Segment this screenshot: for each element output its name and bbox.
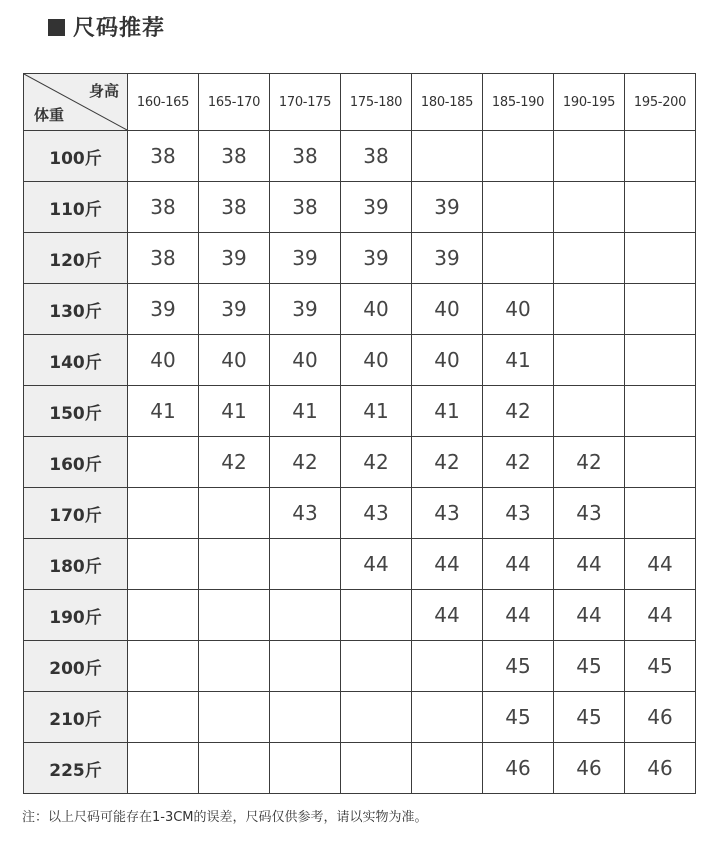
size-cell: 39 (199, 233, 270, 284)
size-cell: 46 (554, 743, 625, 794)
size-cell (554, 335, 625, 386)
size-cell: 41 (199, 386, 270, 437)
footnote: 注：以上尺码可能存在1-3CM的误差，尺码仅供参考，请以实物为准。 (22, 810, 428, 825)
size-cell (128, 437, 199, 488)
table-row (24, 641, 696, 692)
height-column-header: 175-180 (341, 74, 412, 131)
height-column-header: 180-185 (412, 74, 483, 131)
size-cell: 40 (412, 335, 483, 386)
table-row (24, 386, 696, 437)
size-cell (128, 488, 199, 539)
size-cell (625, 335, 696, 386)
size-cell: 45 (554, 641, 625, 692)
height-column-header: 185-190 (483, 74, 554, 131)
table-row (24, 233, 696, 284)
size-cell: 39 (412, 233, 483, 284)
height-column-header: 160-165 (128, 74, 199, 131)
table-row (24, 284, 696, 335)
size-cell: 45 (625, 641, 696, 692)
size-cell: 45 (554, 692, 625, 743)
size-cell (554, 131, 625, 182)
title-square-icon (48, 19, 65, 36)
size-cell: 40 (270, 335, 341, 386)
size-cell: 41 (412, 386, 483, 437)
weight-row-header: 100斤 (24, 131, 128, 182)
size-cell: 44 (483, 539, 554, 590)
size-cell: 44 (412, 590, 483, 641)
size-cell (199, 488, 270, 539)
size-cell (128, 539, 199, 590)
weight-row-header: 225斤 (24, 743, 128, 794)
size-cell: 40 (483, 284, 554, 335)
size-cell: 46 (483, 743, 554, 794)
size-cell (412, 131, 483, 182)
size-chart-table (23, 73, 696, 794)
height-column-header: 170-175 (270, 74, 341, 131)
size-cell: 40 (341, 284, 412, 335)
corner-weight-label: 体重 (34, 106, 65, 124)
size-cell: 39 (270, 233, 341, 284)
size-cell (128, 641, 199, 692)
size-cell: 42 (412, 437, 483, 488)
header-row (24, 74, 696, 131)
size-cell: 38 (199, 131, 270, 182)
size-cell (483, 233, 554, 284)
size-cell: 38 (128, 233, 199, 284)
size-cell (128, 590, 199, 641)
table-row (24, 539, 696, 590)
table-row (24, 182, 696, 233)
weight-row-header: 180斤 (24, 539, 128, 590)
size-cell (554, 182, 625, 233)
size-cell: 39 (341, 233, 412, 284)
size-cell: 39 (199, 284, 270, 335)
size-cell: 44 (341, 539, 412, 590)
size-cell (341, 590, 412, 641)
page-title (48, 12, 165, 40)
size-cell (412, 641, 483, 692)
size-cell: 38 (199, 182, 270, 233)
title-text: 尺码推荐 (73, 15, 166, 41)
size-cell (270, 743, 341, 794)
size-cell (625, 131, 696, 182)
size-cell (625, 182, 696, 233)
size-cell (199, 692, 270, 743)
size-cell: 45 (483, 692, 554, 743)
size-cell (554, 284, 625, 335)
size-cell: 43 (341, 488, 412, 539)
size-cell (199, 590, 270, 641)
corner-height-label: 身高 (88, 82, 119, 100)
size-cell (412, 743, 483, 794)
table-body (24, 131, 696, 794)
weight-row-header: 160斤 (24, 437, 128, 488)
size-cell: 41 (483, 335, 554, 386)
height-column-header: 195-200 (625, 74, 696, 131)
size-cell (625, 437, 696, 488)
size-cell: 39 (412, 182, 483, 233)
table-row (24, 437, 696, 488)
size-cell: 43 (483, 488, 554, 539)
size-cell (625, 233, 696, 284)
size-cell (625, 488, 696, 539)
size-cell: 42 (270, 437, 341, 488)
weight-row-header: 110斤 (24, 182, 128, 233)
weight-row-header: 120斤 (24, 233, 128, 284)
size-cell: 39 (341, 182, 412, 233)
table-row (24, 590, 696, 641)
size-cell: 46 (625, 743, 696, 794)
size-cell: 44 (483, 590, 554, 641)
size-cell: 40 (341, 335, 412, 386)
size-cell (483, 131, 554, 182)
weight-row-header: 140斤 (24, 335, 128, 386)
size-cell (554, 386, 625, 437)
weight-row-header: 210斤 (24, 692, 128, 743)
size-cell (341, 743, 412, 794)
size-cell: 44 (625, 590, 696, 641)
weight-row-header: 130斤 (24, 284, 128, 335)
size-cell: 43 (412, 488, 483, 539)
size-cell (270, 641, 341, 692)
size-cell (199, 641, 270, 692)
size-cell: 44 (412, 539, 483, 590)
size-cell: 41 (128, 386, 199, 437)
size-cell: 42 (341, 437, 412, 488)
size-cell (341, 641, 412, 692)
size-cell (341, 692, 412, 743)
size-cell: 43 (270, 488, 341, 539)
size-cell (199, 539, 270, 590)
weight-row-header: 200斤 (24, 641, 128, 692)
height-column-header: 190-195 (554, 74, 625, 131)
table-row (24, 335, 696, 386)
weight-row-header: 150斤 (24, 386, 128, 437)
weight-row-header: 170斤 (24, 488, 128, 539)
table-row (24, 131, 696, 182)
size-cell: 38 (128, 182, 199, 233)
size-cell: 39 (270, 284, 341, 335)
size-cell (128, 692, 199, 743)
size-cell: 42 (483, 437, 554, 488)
size-cell (128, 743, 199, 794)
size-cell: 42 (199, 437, 270, 488)
height-column-header: 165-170 (199, 74, 270, 131)
size-cell: 44 (625, 539, 696, 590)
size-cell: 40 (412, 284, 483, 335)
size-cell (412, 692, 483, 743)
size-cell: 38 (270, 182, 341, 233)
size-cell: 41 (341, 386, 412, 437)
size-cell (270, 692, 341, 743)
size-cell: 38 (341, 131, 412, 182)
size-cell: 45 (483, 641, 554, 692)
size-cell: 39 (128, 284, 199, 335)
size-cell: 46 (625, 692, 696, 743)
size-cell (625, 386, 696, 437)
size-cell: 38 (270, 131, 341, 182)
corner-cell (24, 74, 128, 131)
size-cell: 42 (483, 386, 554, 437)
size-cell: 41 (270, 386, 341, 437)
size-cell (554, 233, 625, 284)
size-cell: 43 (554, 488, 625, 539)
table-row (24, 488, 696, 539)
table-row (24, 692, 696, 743)
size-cell: 40 (128, 335, 199, 386)
size-cell (483, 182, 554, 233)
size-cell (199, 743, 270, 794)
size-cell (270, 539, 341, 590)
size-cell: 38 (128, 131, 199, 182)
size-cell (270, 590, 341, 641)
table-row (24, 743, 696, 794)
size-cell (625, 284, 696, 335)
weight-row-header: 190斤 (24, 590, 128, 641)
size-cell: 42 (554, 437, 625, 488)
size-cell: 44 (554, 590, 625, 641)
size-cell: 40 (199, 335, 270, 386)
size-cell: 44 (554, 539, 625, 590)
